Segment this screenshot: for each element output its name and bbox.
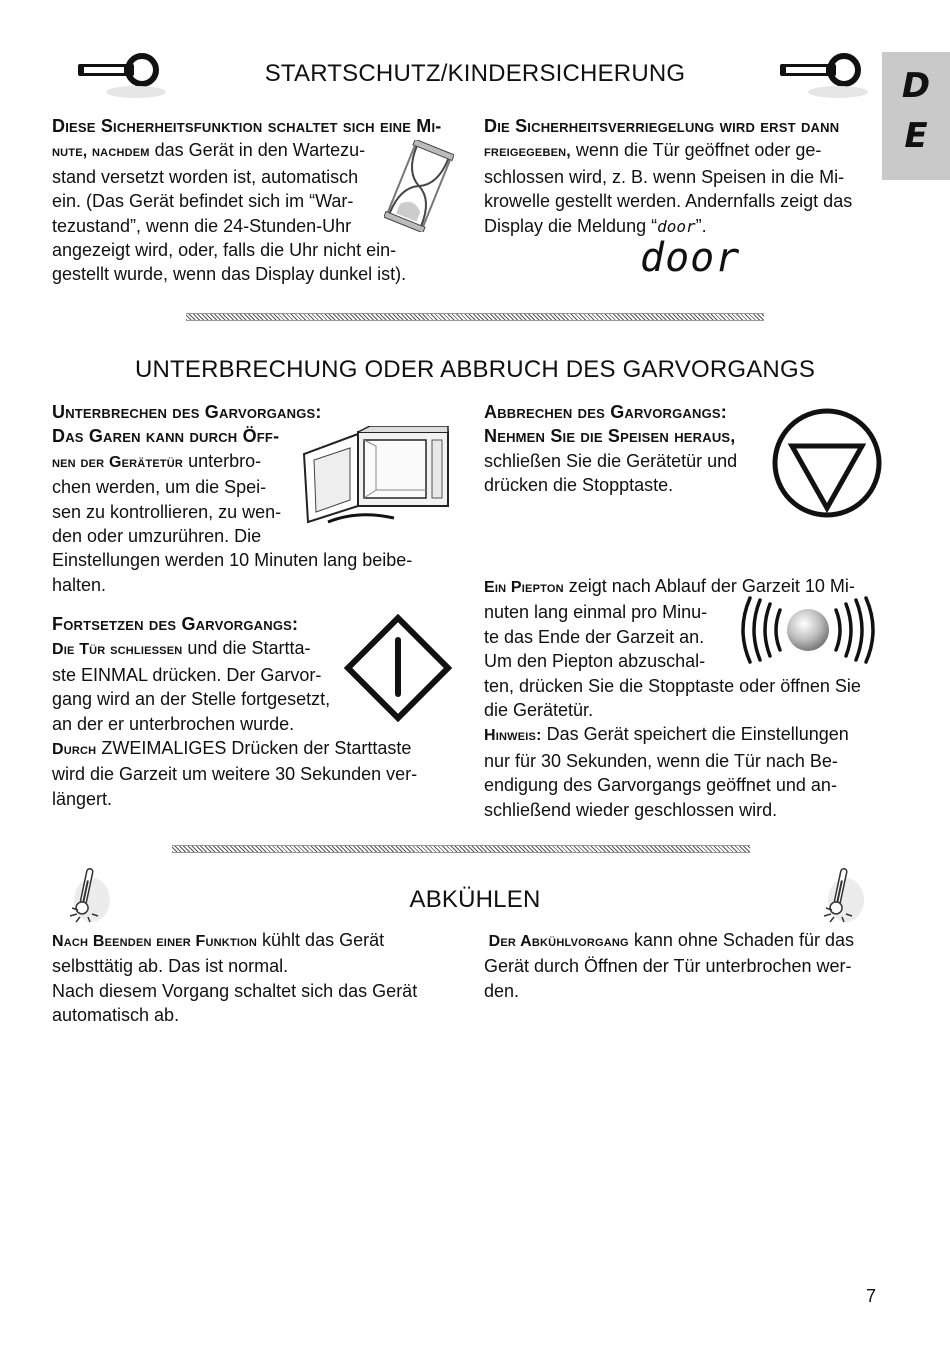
language-tab-letter-e: E: [904, 116, 928, 156]
subheading: Fortsetzen des Garvorgangs:: [52, 614, 299, 634]
text-line: Das Gerät speichert die Einstellungen: [541, 724, 849, 745]
text-line: sen zu kontrollieren, zu wen-: [52, 501, 282, 522]
text-line: angezeigt wird, oder, falls die Uhr nicht ein-: [52, 240, 397, 261]
text-line: ”.: [695, 215, 707, 236]
text-line: schließen Sie die Gerätetür und: [484, 450, 738, 471]
cooling-left-text: [52, 928, 447, 1028]
text-emphasis: Ein Piepton: [484, 579, 564, 596]
subheading: Abbrechen des Garvorgangs:: [484, 402, 727, 422]
text-line: te das Ende der Garzeit an.: [484, 626, 705, 647]
text-line: unterbro-: [183, 450, 262, 471]
text-line: Das Garen kann durch Öff-: [52, 426, 280, 447]
text-line: stand versetzt worden ist, automatisch: [52, 166, 359, 187]
text-line: gestellt wurde, wenn das Display dunkel ist).: [52, 264, 407, 285]
text-emphasis: Die Tür schliessen: [52, 641, 183, 659]
beep-sound-icon: [730, 596, 886, 664]
text-line: Gerät durch Öffnen der Tür unterbrochen wer-: [484, 956, 852, 977]
text-line: Um den Piepton abzuschal-: [484, 651, 706, 672]
thermometer-icon-right: [816, 864, 868, 926]
text-line: den.: [484, 980, 520, 1001]
text-line: wenn die Tür geöffnet oder ge-: [570, 140, 822, 161]
text-emphasis: Hinweis:: [484, 727, 542, 745]
text-line: gang wird an der Stelle fortgesetzt,: [52, 689, 331, 710]
text-line: kann ohne Schaden für das: [628, 930, 854, 950]
language-tab-letter-d: D: [901, 66, 931, 106]
key-icon-right: [776, 52, 876, 102]
text-line: selbsttätig ab. Das ist normal.: [52, 956, 289, 977]
text-line: Nach diesem Vorgang schaltet sich das Gerät: [52, 980, 418, 1001]
page-number: 7: [866, 1286, 877, 1306]
text-line: schlossen wird, z. B. wenn Speisen in die Mi-: [484, 166, 845, 187]
text-line: nur für 30 Sekunden, wenn die Tür nach Be-: [484, 750, 838, 771]
text-line: halten.: [52, 574, 107, 595]
text-line: das Gerät in den Wartezu-: [149, 140, 366, 161]
text-line: Nehmen Sie die Speisen heraus,: [484, 426, 736, 447]
cooling-right-text: [484, 928, 884, 1003]
section-title-startschutz: STARTSCHUTZ/KINDERSICHERUNG: [264, 60, 686, 87]
text-line: längert.: [52, 788, 113, 809]
text-line: ten, drücken Sie die Stopptaste oder öffnen Sie: [484, 675, 861, 696]
text-line: Die Sicherheitsverriegelung wird erst dann: [484, 116, 840, 136]
door-inline-text: door: [657, 216, 696, 236]
text-emphasis: nen der Gerätetür: [52, 453, 184, 471]
text-emphasis: nute, nachdem: [52, 143, 150, 161]
text-line: krowelle gestellt werden. Andernfalls zeigt das: [484, 191, 853, 212]
stop-button-icon: [770, 406, 884, 520]
text-line: und die Startta-: [182, 638, 311, 659]
text-line: endigung des Garvorgangs geöffnet und an-: [484, 775, 837, 796]
text-emphasis: Der Abkühlvorgang: [484, 933, 629, 950]
text-line: schließend wieder geschlossen wird.: [484, 799, 778, 820]
text-emphasis: Durch: [52, 741, 97, 759]
text-line: drücken die Stopptaste.: [484, 475, 674, 496]
text-line: Einstellungen werden 10 Minuten lang beibe-: [52, 550, 413, 571]
hourglass-icon: [384, 140, 454, 232]
section-divider: [186, 313, 764, 321]
text-line: zeigt nach Ablauf der Garzeit 10 Mi-: [563, 576, 855, 596]
section-divider: [172, 845, 750, 853]
text-line: wird die Garzeit um weitere 30 Sekunden ver-: [52, 764, 418, 785]
door-display: door: [640, 235, 741, 281]
text-line: tezustand”, wenn die 24-Stunden-Uhr: [52, 215, 352, 236]
text-line: ZWEIMALIGES Drücken der Starttaste: [96, 738, 412, 759]
section-title-unterbrechung: UNTERBRECHUNG ODER ABBRUCH DES GARVORGANGS: [134, 356, 816, 383]
text-line: ein. (Das Gerät befindet sich im “War-: [52, 191, 354, 212]
startschutz-right-text: [484, 114, 884, 239]
text-emphasis: freigegeben,: [484, 143, 571, 161]
text-line: Diese Sicherheitsfunktion schaltet sich eine Mi-: [52, 116, 442, 136]
text-line: chen werden, um die Spei-: [52, 477, 267, 498]
text-emphasis: Nach Beenden einer Funktion: [52, 933, 258, 950]
text-line: kühlt das Gerät: [257, 930, 385, 950]
text-line: automatisch ab.: [52, 1005, 180, 1026]
text-line: nuten lang einmal pro Minu-: [484, 602, 708, 623]
microwave-open-door-icon: [298, 426, 450, 526]
text-line: Display die Meldung “: [484, 215, 658, 236]
text-line: den oder umzurühren. Die: [52, 526, 262, 547]
text-line: die Gerätetür.: [484, 700, 594, 721]
section-title-abkuehlen: ABKÜHLEN: [409, 886, 541, 913]
start-button-icon: [342, 612, 454, 724]
text-line: ste EINMAL drücken. Der Garvor-: [52, 664, 322, 685]
subheading: Unterbrechen des Garvorgangs:: [52, 402, 322, 422]
text-line: an der er unterbrochen wurde.: [52, 713, 295, 734]
